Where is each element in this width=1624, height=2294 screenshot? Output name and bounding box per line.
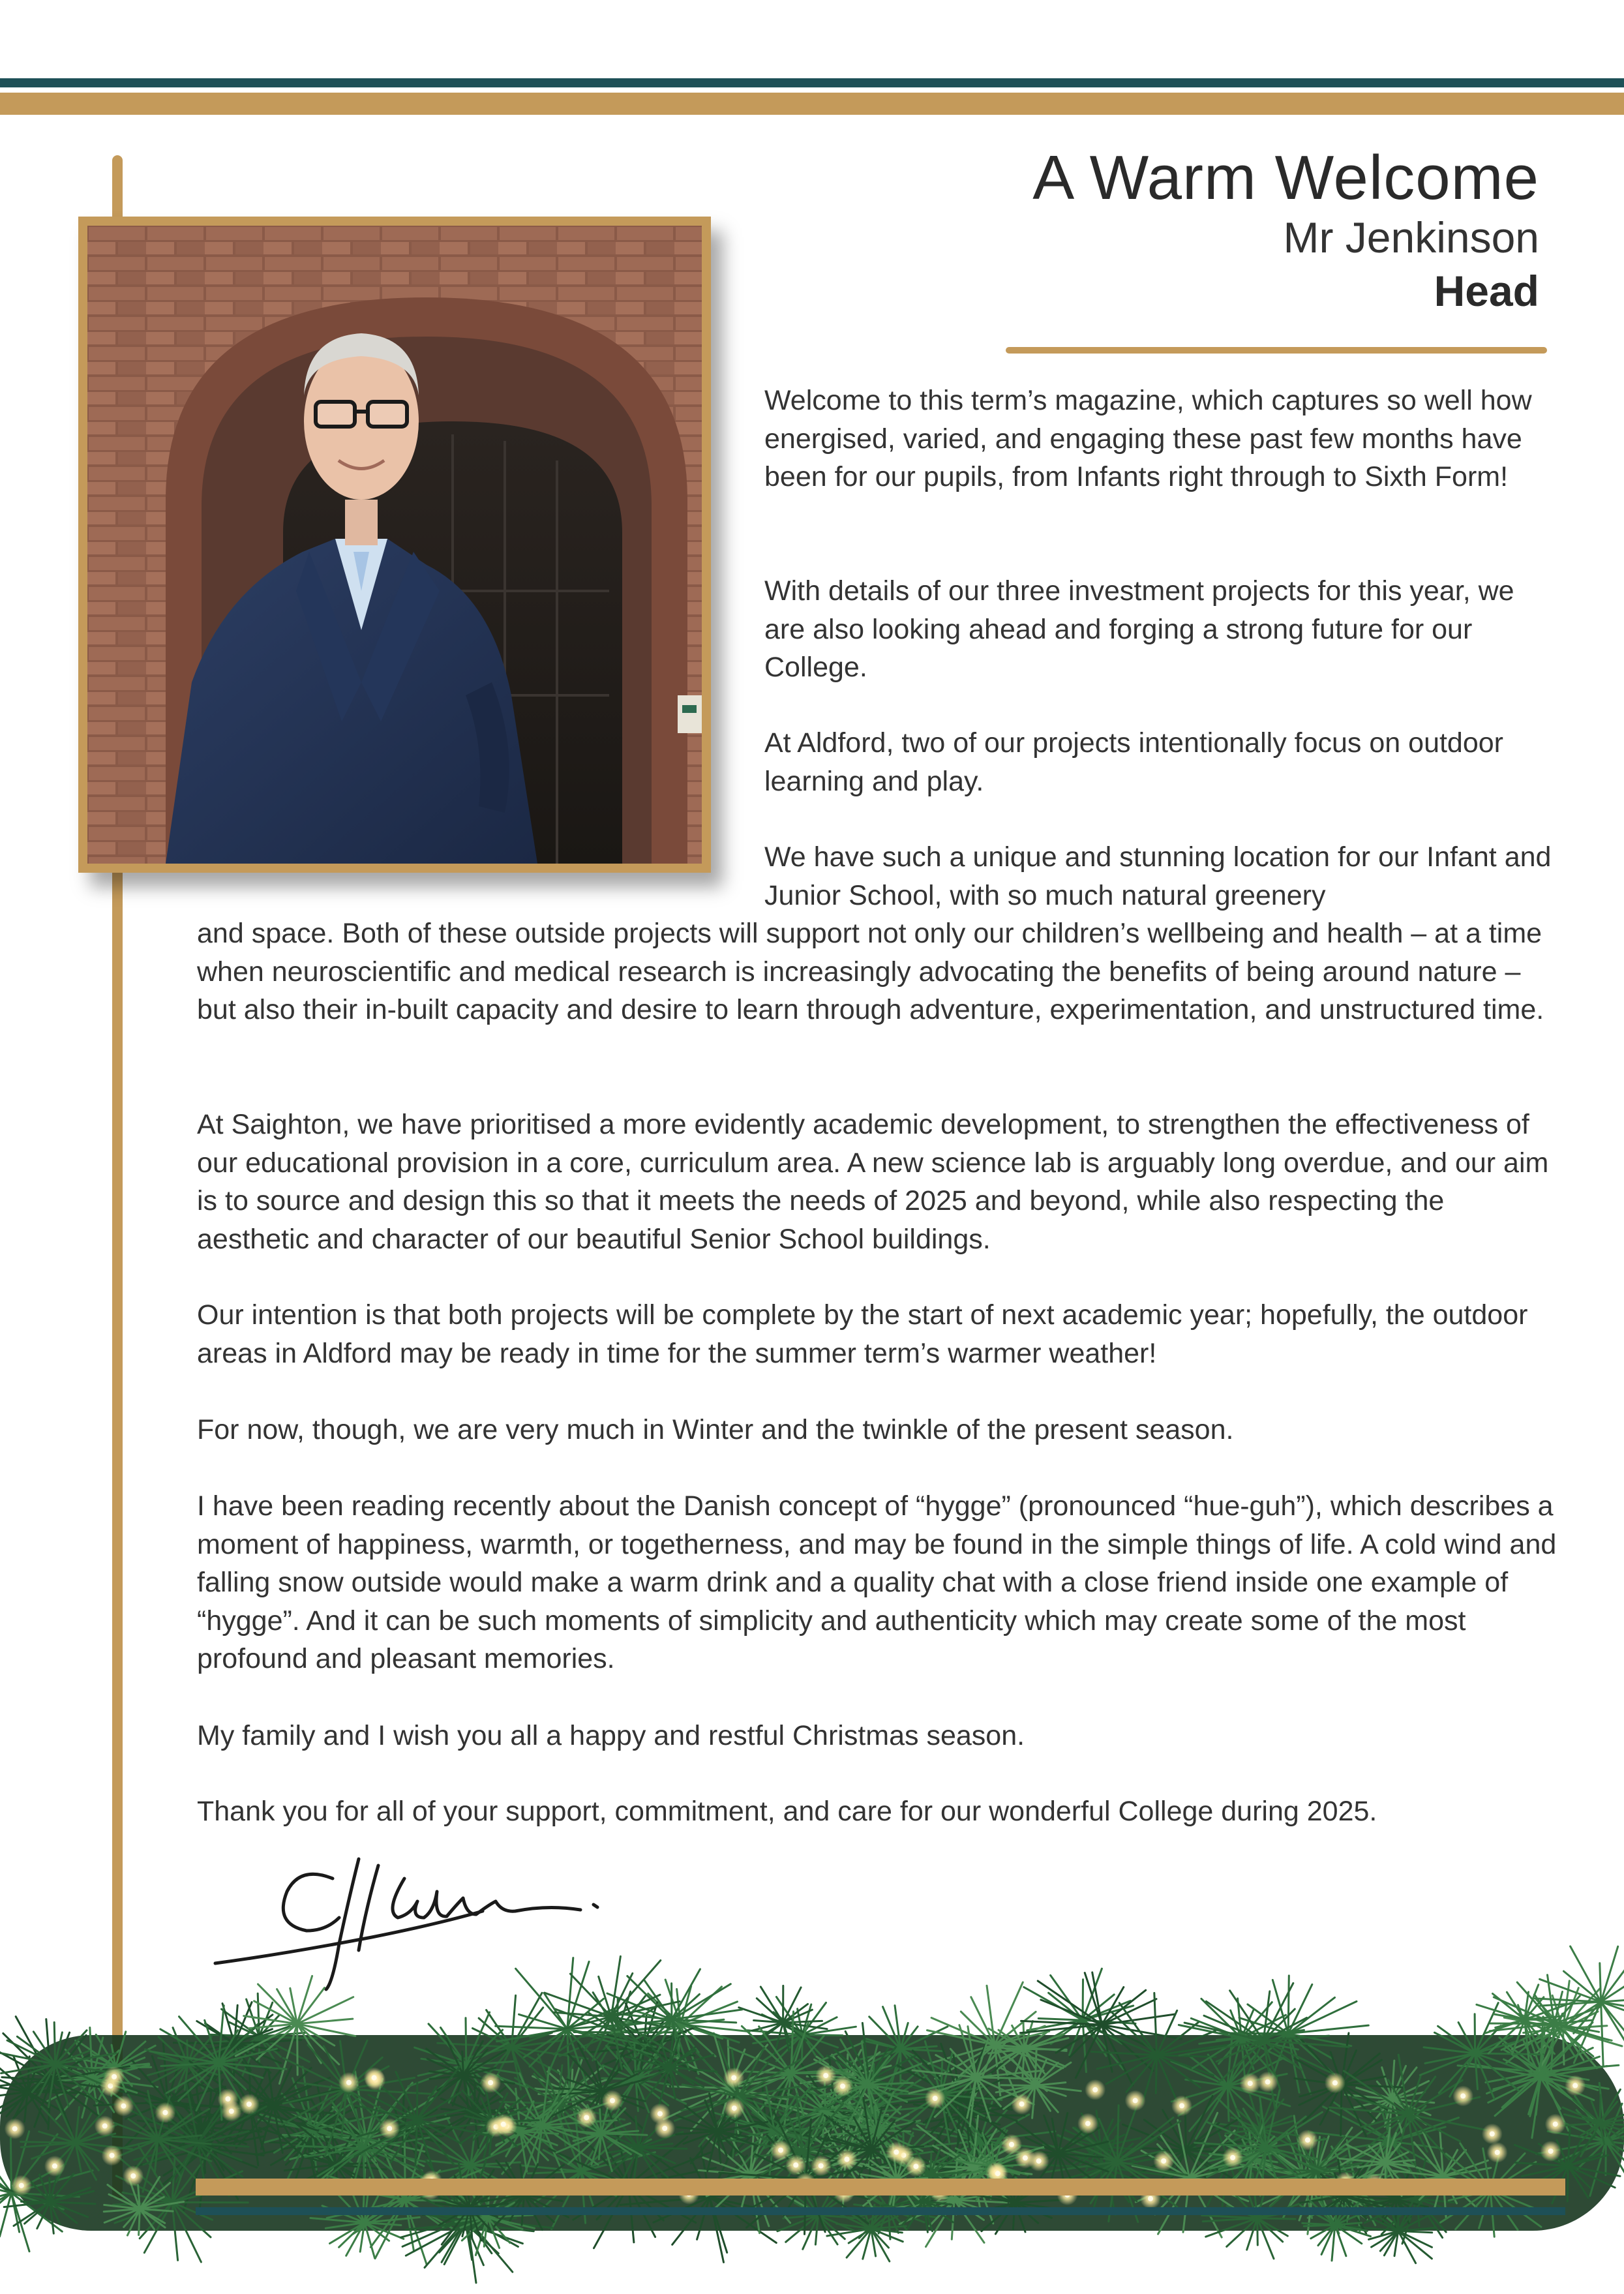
paragraph-10: Thank you for all of your support, commitment, and care for our wonderful College during 2025. — [197, 1796, 1377, 1827]
christmas-garland-icon — [0, 1944, 1624, 2294]
top-teal-stripe — [0, 78, 1624, 87]
paragraph-1: Welcome to this term’s magazine, which captures so well how energised, varied, and engaging these past few months have been for our pupils, from Infants right through to Sixth Form! — [764, 385, 1532, 492]
author-name: Mr Jenkinson — [1283, 213, 1539, 262]
title-underline — [1006, 347, 1547, 354]
paragraph-6: Our intention is that both projects will be complete by the start of next academic year; hopefully, the outdoor areas in Aldford may be ready in time for the summer term’s warmer weather! — [197, 1299, 1528, 1369]
paragraph-8: I have been reading recently about the Danish concept of “hygge” (pronounced “hue-guh”), which describes a moment of happiness, warmth, or togetherness, and may be found in the simple things of life. A cold wind and falling snow outside would make a warm drink and a quality chat with a close friend inside one example of “hygge”. And it can be such moments of simplicity and authenticity which may create some of the most profound and pleasant memories. — [197, 1490, 1557, 1674]
portrait-photo — [78, 217, 711, 873]
paragraph-7: For now, though, we are very much in Winter and the twinkle of the present season. — [197, 1414, 1234, 1445]
top-gold-stripe — [0, 93, 1624, 115]
paragraph-3: At Aldford, two of our projects intentionally focus on outdoor learning and play. — [764, 727, 1503, 797]
paragraph-9: My family and I wish you all a happy and restful Christmas season. — [197, 1720, 1025, 1751]
paragraph-4-continued: and space. Both of these outside projects will support not only our children’s wellbeing and health – at a time when neuroscientific and medical research is increasingly advocating the benefits of being around nature – but also their in-built capacity and desire to learn through adventure, experimentation, and unstructured time. — [197, 918, 1544, 1025]
paragraph-2: With details of our three investment projects for this year, we are also looking ahead and forging a strong future for our College. — [764, 575, 1514, 683]
bottom-gold-stripe — [196, 2179, 1565, 2196]
portrait-photo-icon — [87, 226, 702, 864]
author-role: Head — [1434, 267, 1539, 315]
paragraph-5: At Saighton, we have prioritised a more evidently academic development, to strengthen the effectiveness of our educational provision in a core, curriculum area. A new science lab is arguably long overdue, and our aim is to source and design this so that it meets the needs of 2025 and beyond, while also respecting the aesthetic and character of our beautiful Senior School buildings. — [197, 1109, 1549, 1255]
paragraph-4-start: We have such a unique and stunning location for our Infant and Junior School, with so much natural greenery — [764, 841, 1552, 911]
page-title: A Warm Welcome — [1032, 143, 1539, 213]
bottom-teal-stripe — [196, 2207, 1565, 2215]
